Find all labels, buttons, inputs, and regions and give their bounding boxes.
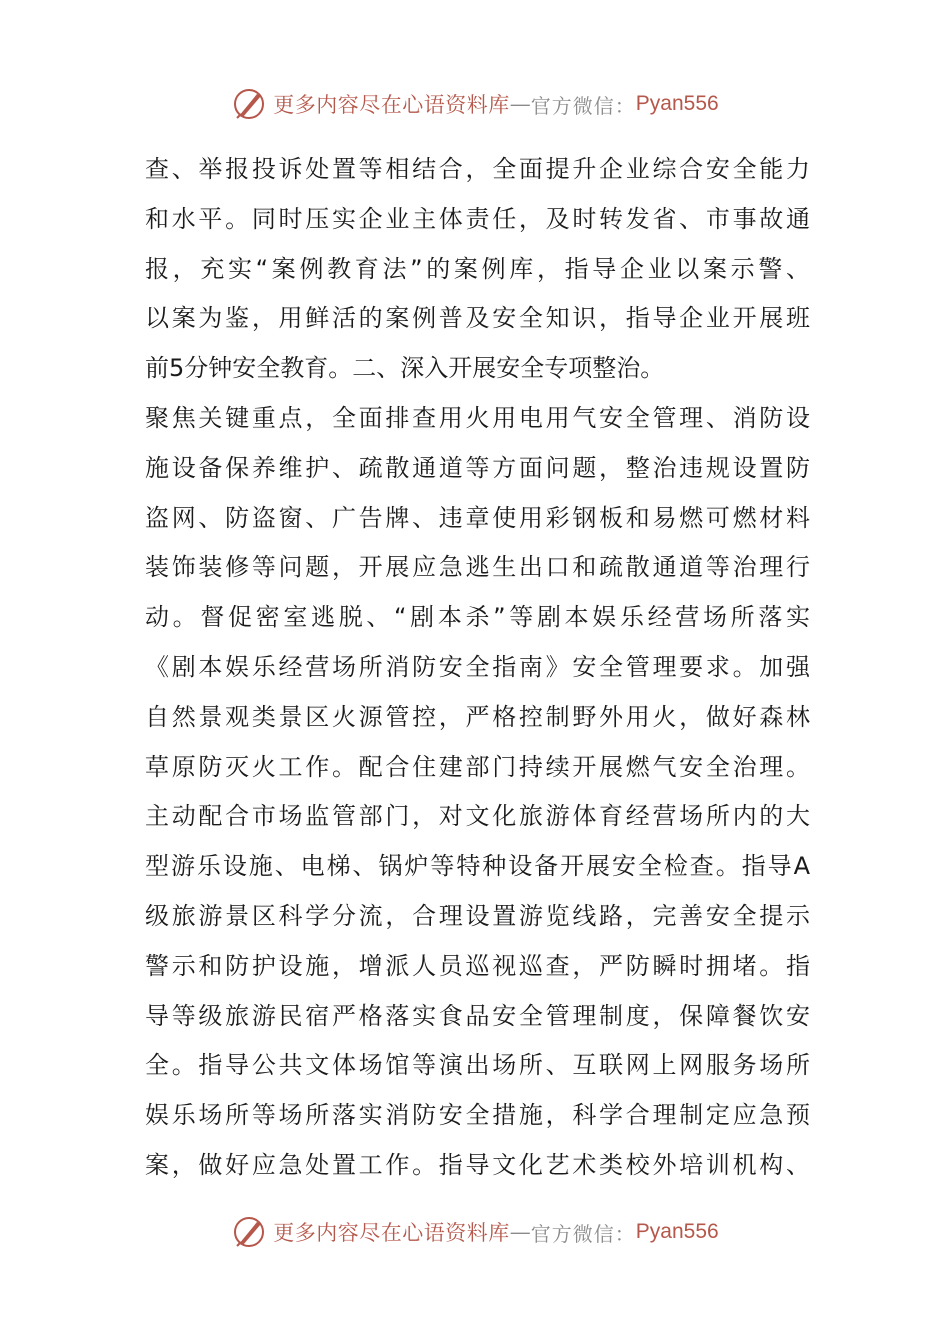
body-line: 草原防灭火工作。配合住建部门持续开展燃气安全治理。 [145, 752, 810, 781]
banner-sub-text: 官方微信： [530, 1221, 636, 1246]
body-line: 《剧本娱乐经营场所消防安全指南》安全管理要求。加强 [145, 652, 810, 681]
banner-dash: — [509, 92, 531, 116]
body-line: 盗网、防盗窗、广告牌、违章使用彩钢板和易燃可燃材料 [145, 503, 810, 532]
body-line: 查、举报投诉处置等相结合，全面提升企业综合安全能力 [145, 155, 810, 183]
body-line: 导等级旅游民宿严格落实食品安全管理制度，保障餐饮安 [145, 1001, 810, 1030]
banner-main-text: 更多内容尽在心语资料库 [273, 93, 510, 117]
body-line: 和水平。同时压实企业主体责任，及时转发省、市事故通 [145, 204, 810, 233]
footer-watermark [0, 1210, 950, 1254]
document-body [145, 145, 810, 1191]
body-line: 案，做好应急处置工作。指导文化艺术类校外培训机构、 [145, 1150, 810, 1179]
banner-sub-text: 官方微信： [530, 93, 636, 118]
body-line: 型游乐设施、电梯、锅炉等特种设备开展安全检查。指导A [145, 852, 810, 881]
body-line: 聚焦关键重点，全面排查用火用电用气安全管理、消防设 [145, 403, 810, 432]
quill-logo-icon [231, 86, 267, 122]
quill-logo-icon [231, 1214, 267, 1250]
header-watermark [0, 82, 950, 126]
banner-wechat-id: Pyan556 [635, 1220, 719, 1243]
body-line: 自然景观类景区火源管控，严格控制野外用火，做好森林 [145, 702, 810, 731]
body-line: 警示和防护设施，增派人员巡视巡查，严防瞬时拥堵。指 [145, 951, 810, 980]
body-line: 级旅游景区科学分流，合理设置游览线路，完善安全提示 [145, 901, 810, 930]
body-line: 报，充实“案例教育法”的案例库，指导企业以案示警、 [145, 254, 810, 283]
body-line: 前5分钟安全教育。二、深入开展安全专项整治。 [145, 354, 665, 383]
body-line: 装饰装修等问题，开展应急逃生出口和疏散通道等治理行 [145, 553, 810, 582]
banner-wechat-id: Pyan556 [635, 92, 719, 115]
body-line: 主动配合市场监管部门，对文化旅游体育经营场所内的大 [145, 802, 810, 831]
banner-dash: — [509, 1220, 531, 1244]
body-line: 娱乐场所等场所落实消防安全措施，科学合理制定应急预 [145, 1101, 810, 1130]
banner-main-text: 更多内容尽在心语资料库 [273, 1221, 510, 1245]
body-line: 全。指导公共文体场馆等演出场所、互联网上网服务场所 [145, 1051, 810, 1080]
body-line: 施设备保养维护、疏散通道等方面问题，整治违规设置防 [145, 453, 810, 482]
body-line: 以案为鉴，用鲜活的案例普及安全知识，指导企业开展班 [145, 304, 810, 333]
body-line: 动。督促密室逃脱、“剧本杀”等剧本娱乐经营场所落实 [145, 603, 810, 632]
